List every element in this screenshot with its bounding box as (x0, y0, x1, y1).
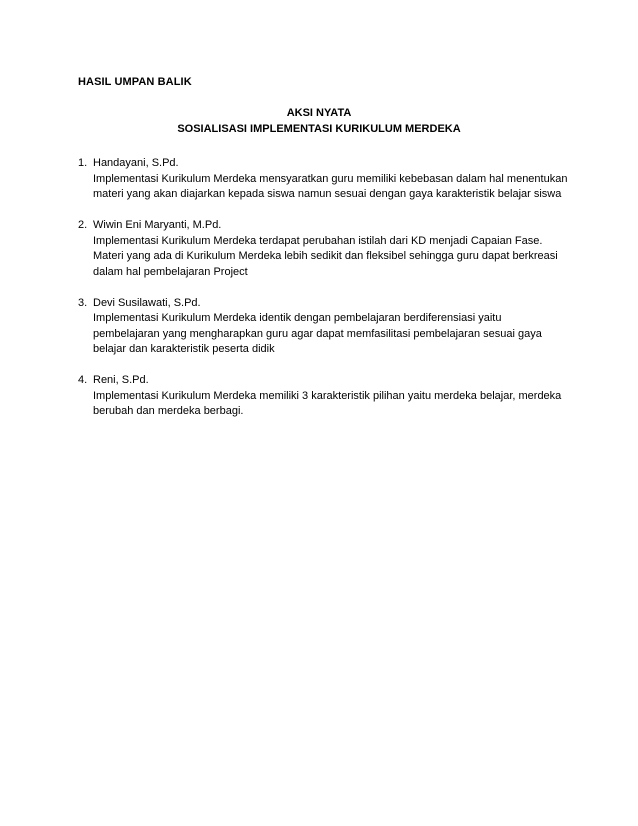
list-item-text: Implementasi Kurikulum Merdeka memiliki 3 karakteristik pilihan yaitu merdeka belajar, merdeka berubah dan merdeka berbagi. (93, 389, 562, 417)
list-item-number: 2. (78, 219, 88, 231)
document-heading: HASIL UMPAN BALIK (78, 76, 192, 88)
list-item-text: Implementasi Kurikulum Merdeka mensyaratkan guru memiliki kebebasan dalam hal menentukan materi yang akan diajarkan kepada siswa namun sesuai dengan gaya karakteristik belajar siswa (93, 172, 568, 200)
list-item-name: Devi Susilawati, S.Pd. (93, 296, 201, 309)
list-item-name: Handayani, S.Pd. (93, 157, 179, 169)
list-item-name: Reni, S.Pd. (93, 374, 149, 386)
document-title (78, 105, 560, 137)
list-item (78, 296, 568, 358)
feedback-list (78, 156, 568, 435)
list-item-number: 1. (78, 157, 88, 169)
list-item-number: 4. (78, 374, 88, 386)
list-item (78, 156, 568, 203)
title-line-1: AKSI NYATA (286, 107, 352, 119)
list-item (78, 218, 568, 280)
list-item (78, 373, 568, 420)
list-item-number: 3. (78, 296, 88, 309)
title-line-2: SOSIALISASI IMPLEMENTASI KURIKULUM MERDEKA (177, 123, 461, 135)
list-item-text: Implementasi Kurikulum Merdeka terdapat perubahan istilah dari KD menjadi Capaian Fase. Materi yang ada di Kurikulum Merdeka lebih sedikit dan fleksibel sehingga guru dapat berkreasi dalam hal pembelajaran Project (93, 234, 558, 278)
list-item-name: Wiwin Eni Maryanti, M.Pd. (93, 219, 222, 231)
list-item-text: Implementasi Kurikulum Merdeka identik dengan pembelajaran berdiferensiasi yaitu pembelajaran yang mengharapkan guru agar dapat memfasilitasi pembelajaran sesuai gaya belajar dan karakteristik peserta didik (93, 312, 542, 355)
